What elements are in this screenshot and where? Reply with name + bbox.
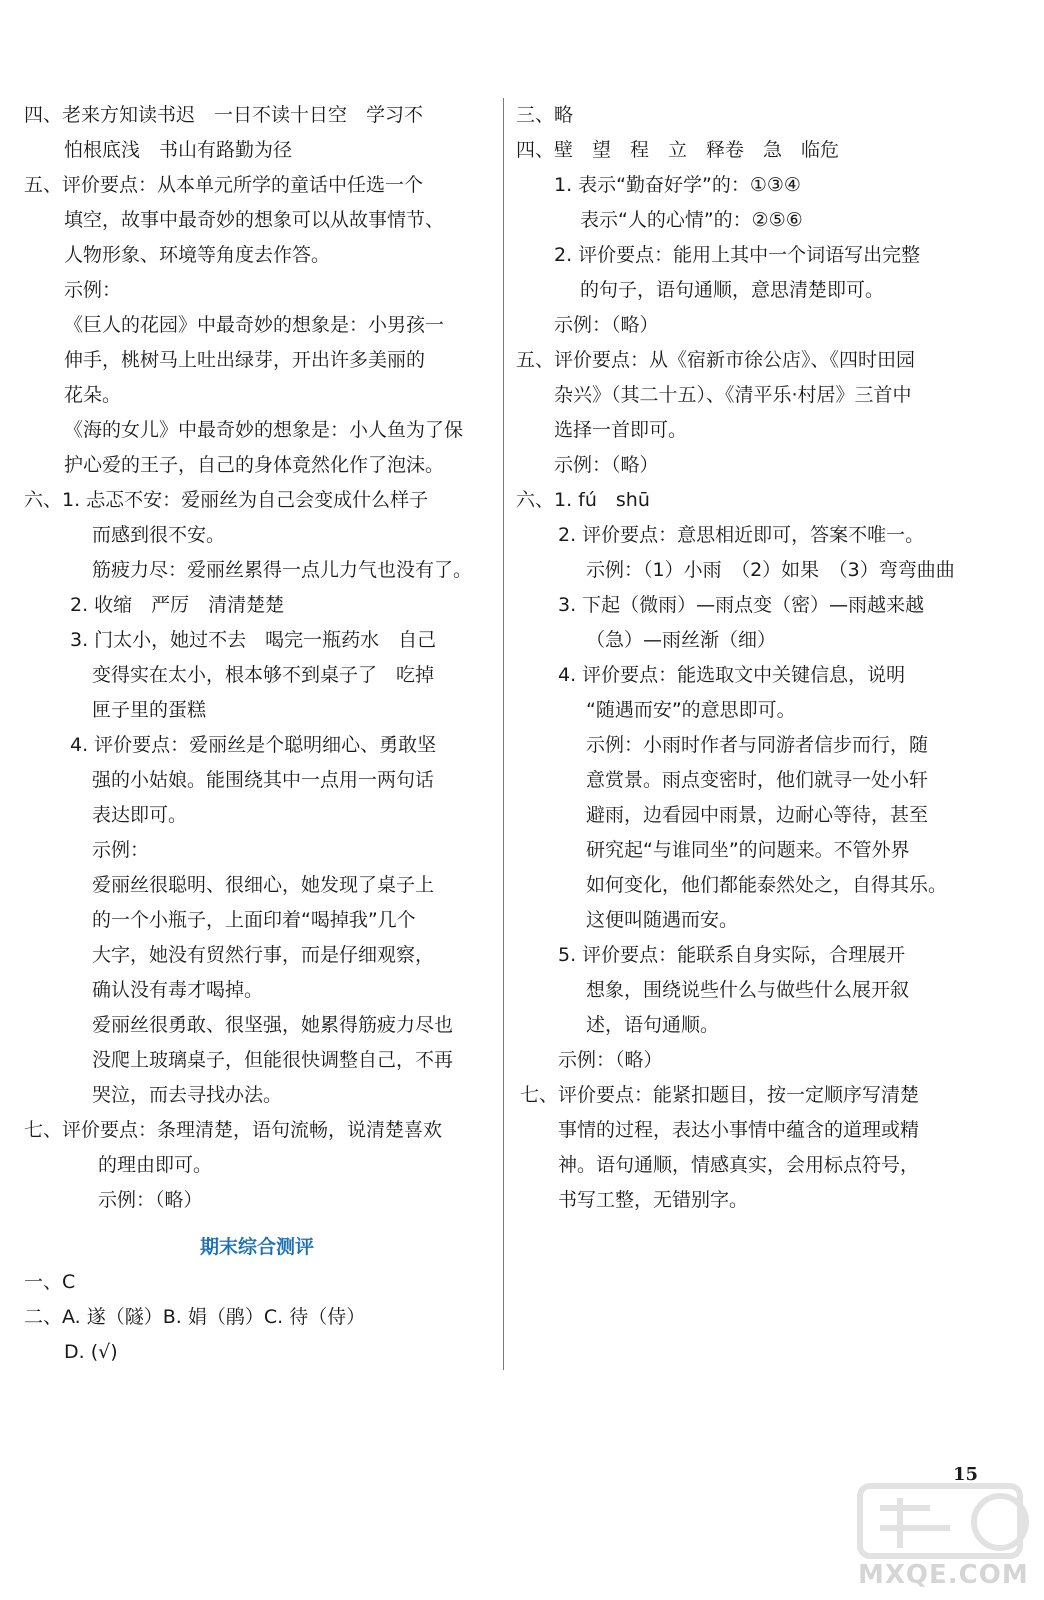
answer-line: 示例：（略） (98, 1189, 203, 1211)
answer-line: 《海的女儿》中最奇妙的想象是：小人鱼为了保 (64, 419, 464, 441)
answer-line: 大字，她没有贸然行事，而是仔细观察， (92, 944, 435, 966)
answer-line: 想象，围绕说些什么与做些什么展开叙 (586, 979, 910, 1001)
answer-line: 1. 表示“勤奋好学”的：①③④ (554, 174, 801, 196)
answer-line: 六、1. 忐忑不安：爱丽丝为自己会变成什么样子 (24, 489, 429, 511)
answer-line: 怕根底浅 书山有路勤为径 (64, 139, 293, 161)
answer-line: 研究起“与谁同坐”的问题来。不管外界 (586, 839, 910, 861)
left-column (24, 98, 490, 1370)
answer-line: 表示“人的心情”的：②⑤⑥ (580, 209, 803, 231)
answer-line: 述，语句通顺。 (586, 1014, 720, 1036)
answer-line: 4. 评价要点：能选取文中关键信息，说明 (558, 664, 906, 686)
answer-line: 3. 门太小，她过不去 喝完一瓶药水 自己 (70, 629, 437, 651)
answer-line: 强的小姑娘。能围绕其中一点用一两句话 (92, 769, 435, 791)
answer-line: 七、评价要点：能紧扣题目，按一定顺序写清楚 (520, 1084, 920, 1106)
answer-line: 示例：（略） (558, 1049, 663, 1071)
answer-line: 5. 评价要点：能联系自身实际，合理展开 (558, 944, 906, 966)
answer-line: 六、1. fú shū (516, 489, 650, 511)
answer-line: “随遇而安”的意思即可。 (586, 699, 796, 721)
answer-line: （急）—雨丝渐（细） (586, 629, 777, 651)
answer-line: 神。语句通顺，情感真实，会用标点符号， (558, 1154, 920, 1176)
answer-line: 书写工整，无错别字。 (558, 1189, 749, 1211)
answer-line: 花朵。 (64, 384, 122, 406)
left-answer-lines (24, 98, 490, 1218)
answer-line: 四、老来方知读书迟 一日不读十日空 学习不 (24, 104, 424, 126)
answer-line: 匣子里的蛋糕 (92, 699, 207, 721)
answer-line: 的一个小瓶子，上面印着“喝掉我”几个 (92, 909, 416, 931)
answer-line: 示例：（1）小雨 （2）如果 （3）弯弯曲曲 (586, 559, 955, 581)
answer-line: 护心爱的王子，自己的身体竟然化作了泡沫。 (64, 454, 445, 476)
column-divider (503, 98, 504, 1370)
answer-line: 五、评价要点：从本单元所学的童话中任选一个 (24, 174, 424, 196)
answer-line: 三、略 (516, 104, 574, 126)
answer-line: D. (√) (64, 1341, 118, 1363)
right-answer-lines (516, 98, 976, 1218)
answer-line: 示例： (64, 279, 122, 301)
answer-line: 七、评价要点：条理清楚，语句流畅，说清楚喜欢 (24, 1119, 443, 1141)
answer-line: 五、评价要点：从《宿新市徐公店》、《四时田园 (516, 349, 916, 371)
answer-line: 杂兴》（其二十五）、《清平乐·村居》三首中 (554, 384, 912, 406)
answer-line: 选择一首即可。 (554, 419, 688, 441)
answer-line: 示例：（略） (554, 314, 659, 336)
watermark-text: MXQE.COM (858, 1560, 1029, 1590)
answer-line: 人物形象、环境等角度去作答。 (64, 244, 331, 266)
answer-line: 这便叫随遇而安。 (586, 909, 739, 931)
answer-line: 意赏景。雨点变密时，他们就寻一处小轩 (586, 769, 929, 791)
answer-line: 事情的过程，表达小事情中蕴含的道理或精 (558, 1119, 920, 1141)
answer-line: 筋疲力尽：爱丽丝累得一点儿力气也没有了。 (92, 559, 473, 581)
answer-line: 表达即可。 (92, 804, 188, 826)
answer-line: 二、A. 遂（隧）B. 娟（鹃）C. 待（侍） (24, 1306, 366, 1328)
answer-line: 变得实在太小，根本够不到桌子了 吃掉 (92, 664, 435, 686)
answer-line: 哭泣，而去寻找办法。 (92, 1084, 283, 1106)
answer-line: 避雨，边看园中雨景，边耐心等待，甚至 (586, 804, 929, 826)
answer-line: 爱丽丝很勇敢、很坚强，她累得筋疲力尽也 (92, 1014, 454, 1036)
right-column (516, 98, 976, 1218)
answer-line: 的句子，语句通顺，意思清楚即可。 (580, 279, 885, 301)
answer-line: 爱丽丝很聪明、很细心，她发现了桌子上 (92, 874, 435, 896)
answer-line: 《巨人的花园》中最奇妙的想象是：小男孩一 (64, 314, 445, 336)
section-title: 期末综合测评 (199, 1236, 314, 1258)
answer-line: 如何变化，他们都能泰然处之，自得其乐。 (586, 874, 948, 896)
left-after-lines (24, 1265, 490, 1370)
answer-line: 四、壁 望 程 立 释卷 急 临危 (516, 139, 840, 161)
answer-line: 3. 下起（微雨）—雨点变（密）—雨越来越 (558, 594, 925, 616)
answer-line: 填空，故事中最奇妙的想象可以从故事情节、 (64, 209, 445, 231)
answer-line: 而感到很不安。 (92, 524, 226, 546)
answer-line: 确认没有毒才喝掉。 (92, 979, 264, 1001)
answer-line: 4. 评价要点：爱丽丝是个聪明细心、勇敢坚 (70, 734, 437, 756)
answer-line: 示例： (92, 839, 150, 861)
answer-line: 示例：（略） (554, 454, 659, 476)
answer-line: 伸手，桃树马上吐出绿芽，开出许多美丽的 (64, 349, 426, 371)
answer-line: 2. 收缩 严厉 清清楚楚 (70, 594, 285, 616)
answer-line: 示例：小雨时作者与同游者信步而行，随 (586, 734, 929, 756)
answer-line: 2. 评价要点：意思相近即可，答案不唯一。 (558, 524, 925, 546)
answer-line: 的理由即可。 (98, 1154, 213, 1176)
answer-line: 2. 评价要点：能用上其中一个词语写出完整 (554, 244, 921, 266)
answer-line: 一、C (24, 1271, 76, 1293)
answer-line: 没爬上玻璃桌子，但能很快调整自己，不再 (92, 1049, 454, 1071)
page-number: 15 (953, 1464, 979, 1485)
